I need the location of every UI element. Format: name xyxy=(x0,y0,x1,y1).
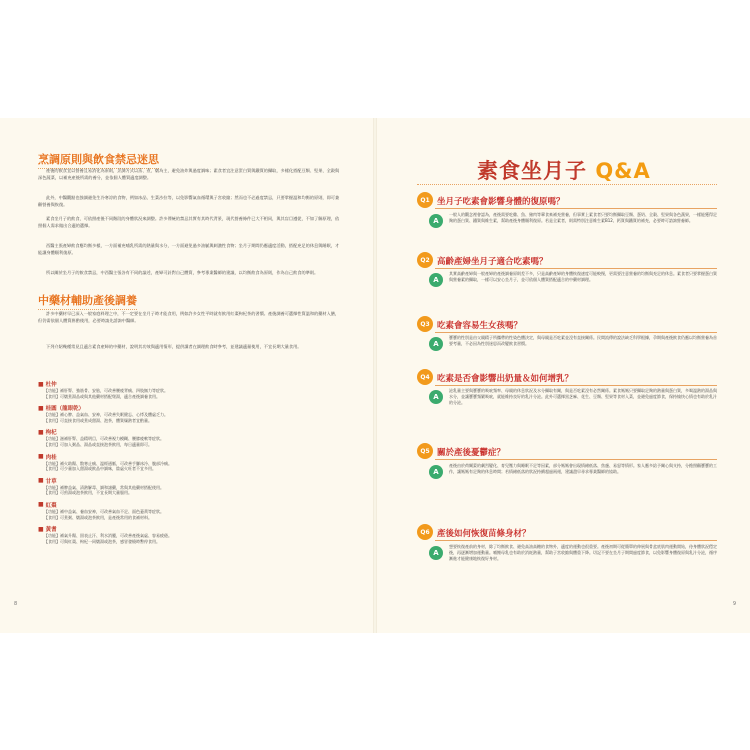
question-4 xyxy=(420,371,717,384)
divider xyxy=(435,540,717,541)
q-badge: Q3 xyxy=(417,316,433,332)
a-badge: A xyxy=(429,337,443,351)
question-1 xyxy=(420,194,717,207)
q-badge: Q5 xyxy=(417,443,433,459)
bullet-icon: ■ xyxy=(38,428,44,436)
question-5 xyxy=(420,445,717,458)
a-badge: A xyxy=(429,465,443,479)
qa-title xyxy=(477,155,651,185)
paragraph: 下列介紹幾種常見且適合素食產婦的中藥材，說明其功效與適用情形，提供讀者在調理飲食時參考，並建議適量使用，不宜長期大量食用。 xyxy=(46,344,302,349)
answer-text: 產後由於荷爾蒙的劇烈變化、育兒壓力與睡眠不足等因素，部分媽媽會出現情緒低落、焦慮、易怒等情形。家人應多給予關心與支持，分擔照顧寶寶的工作，讓媽媽有足夠的休息時間；若情緒低落的狀況持續超過兩週，建議盡早尋求專業醫師的協助。 xyxy=(449,463,717,475)
page-number: 9 xyxy=(732,601,736,607)
q-badge: Q2 xyxy=(417,252,433,268)
herb-name: 杜仲 xyxy=(45,382,57,388)
q-badge: Q4 xyxy=(417,369,433,385)
divider xyxy=(417,184,717,185)
herb-usage: 【食用】可煮粥、燉湯或泡茶飲用，是產後常用的食補材料。 xyxy=(44,514,152,520)
right-page xyxy=(377,118,750,633)
herb-function: 【功能】補肝腎、強筋骨、安胎，可改善腰痠背痛、四肢無力等症狀。 xyxy=(44,388,168,393)
page-number: 8 xyxy=(14,601,18,607)
divider xyxy=(435,332,717,333)
paragraph: 西醫主張產婦飲食應均衡多樣，一方面補充哺乳所需的熱量與水分，一方面避免過多油膩與刺激性食物；坐月子期間仍應適度活動，搭配充足的休息與睡眠，才能讓身體順利復原。 xyxy=(38,243,340,255)
herb-function: 【功能】補中益氣、養血安神，可改善氣血不足、面色萎黃等症狀。 xyxy=(44,508,164,514)
bullet-icon: ■ xyxy=(38,477,44,485)
paragraph: 所以關於坐月子的飲食禁忌，中西醫主張各有不同的論述，產婦可針對自己體質，參考專業醫師的建議，以均衡飲食為原則，作為自己飲食的準則。 xyxy=(46,270,319,275)
herb-usage: 【食用】可少量加入甜湯或飲品中調味，陰虛火旺者不宜多用。 xyxy=(44,466,156,472)
herb-name: 紅棗 xyxy=(45,502,57,509)
question-text: 吃素會容易生女孩嗎？ xyxy=(437,321,523,331)
question-2 xyxy=(420,254,717,267)
herb-name: 甘草 xyxy=(45,478,57,485)
a-badge: A xyxy=(429,273,443,287)
divider xyxy=(435,208,717,209)
divider xyxy=(435,385,717,386)
answer-text: 泌乳量主要與寶寶的吸吮頻率、母親的休息狀況及水分攝取有關，與是否吃素沒有必然關係。素食媽媽只要攝取足夠的熱量與蛋白質，多喝溫熱的湯品與水分，並讓寶寶頻繁吸吮，就能維持良好的乳汁分泌。此外可選擇黑芝麻、花生、豆類、堅果等食材入菜，並避免過度節食，保持愉快心情也有助於乳汁的分泌。 xyxy=(449,388,717,406)
paragraph: 許多中藥材早已深入一般家庭料理之中，不一定要在坐月子時才能食用，例如許多女性平時就有飲用紅棗枸杞茶的習慣。產後調養可選擇性質溫和的藥材入膳，但仍需依個人體質斟酌使用，必要時請先諮詢中醫師。 xyxy=(38,311,340,323)
bullet-icon: ■ xyxy=(38,404,44,412)
herb-usage: 【食用】可加入粥品、湯品或直接泡茶飲用，每日適量即可。 xyxy=(44,441,152,447)
question-text: 坐月子吃素會影響身體的復原嗎？ xyxy=(437,197,565,207)
herb-function: 【功能】補心脾、益氣血、安神，可改善失眠健忘、心悸及體虛乏力。 xyxy=(44,412,168,418)
paragraph: 產後的飲食宜以營養且易消化為原則，烹調方式以蒸、煮、燉為主，避免油炸與過度調味；素食者宜注意蛋白質與鐵質的攝取，多樣化搭配豆類、堅果、全穀與深色蔬菜，以補充產後所需的養分，並依個人體質適度調整。 xyxy=(38,168,340,180)
answer-text: 一般人的觀念裡會認為，產後需要吃雞、魚、豬肉等葷食來補充營養，但事實上素食者只要均衡攝取豆類、蛋奶、全穀、堅果與各色蔬果，一樣能獲得足夠的蛋白質、鐵質與維生素，幫助產後身體順利復原。若是全素者，則需特別注意維生素B12、鈣質與鐵質的補充，必要時可諮詢營養師。 xyxy=(449,212,717,224)
herb-name: 枸杞 xyxy=(45,430,57,437)
qa-title-zh: 素食坐月子 xyxy=(477,159,587,183)
paragraph: 素食坐月子的飲食，可依照產後不同階段的身體狀況來調整。許多傳統的禁忌其實有其時代背景，現代營養條件已大不相同，與其盲目遵從，不如了解原理，依照個人需求做出合適的選擇。 xyxy=(38,216,340,228)
bullet-icon: ■ xyxy=(38,501,44,509)
bullet-icon: ■ xyxy=(38,380,44,388)
question-text: 吃素是否會影響出奶量＆如何增乳？ xyxy=(437,374,574,384)
herb-item xyxy=(38,501,338,520)
section-title-herbs: 中藥材輔助產後調養 xyxy=(38,292,137,310)
herb-item xyxy=(38,525,338,544)
herb-function: 【功能】補火助陽、散寒止痛、溫經通脈，可改善手腳冰冷、腹部冷痛。 xyxy=(44,460,172,466)
herb-list xyxy=(38,380,338,549)
question-3 xyxy=(420,318,717,331)
divider xyxy=(435,459,717,460)
bullet-icon: ■ xyxy=(38,525,44,533)
herb-name: 桂圓（龍眼乾） xyxy=(45,406,85,413)
a-badge: A xyxy=(429,390,443,404)
a-badge: A xyxy=(429,546,443,560)
herb-function: 【功能】滋補肝腎、益精明目，可改善視力模糊、腰膝痠軟等症狀。 xyxy=(44,436,164,442)
section-title-cooking-principles: 烹調原則與飲食禁忌迷思 xyxy=(38,151,159,169)
herb-item xyxy=(38,380,338,399)
left-page xyxy=(0,118,373,633)
answer-text: 其實高齡產婦與一般產婦的產後調養原則差不多，只是高齡產婦的身體恢復速度可能較慢，更需要注意營養的均衡與充足的休息。素食者只要掌握蛋白質與營養素的攝取，一樣可以安心坐月子，並可依個人體質搭配適合的中藥材調理。 xyxy=(449,271,717,283)
herb-name: 黃耆 xyxy=(45,527,57,534)
answer-text: 寶寶的性別是由父親精子所攜帶的性染色體決定，與母親是否吃素並沒有直接關係。民間流傳的說法缺乏科學根據，孕期與產後飲食仍應以均衡營養為首要考量，不必因為性別迷思而改變飲食習慣。 xyxy=(449,335,717,347)
herb-item xyxy=(38,428,338,447)
herb-item xyxy=(38,453,338,472)
question-6 xyxy=(420,526,717,539)
paragraph: 此外，中醫觀點也強調避免生冷寒涼的食物，例如冰品、生菜沙拉等，以免影響氣血循環與子宮收縮；然而也不必過度禁忌，只要掌握溫和均衡的原則，即可兼顧營養與恢復。 xyxy=(38,195,340,207)
herb-item xyxy=(38,477,338,496)
herb-usage: 【食用】可直接食用或煮成甜湯、泡茶，體質燥熱者宜酌量。 xyxy=(44,417,152,423)
question-text: 關於產後憂鬱症？ xyxy=(437,448,506,458)
book-spread xyxy=(0,118,750,633)
qa-title-en: Q&A xyxy=(595,159,651,183)
question-text: 高齡產婦坐月子適合吃素嗎？ xyxy=(437,257,548,267)
q-badge: Q6 xyxy=(417,524,433,540)
a-badge: A xyxy=(429,214,443,228)
answer-text: 想要恢復產前的身材，除了均衡飲食、避免高油高糖的食物外，適度的運動也很重要。產後初期可從簡單的伸展與骨盆底肌肉運動開始，待身體狀況穩定後，再逐漸增加運動量。哺餵母乳也有助於消耗熱量，幫助子宮收縮與體重下降。切記不要在坐月子期間過度節食，以免影響身體復原與乳汁分泌，循序漸進才能健康地恢復好身材。 xyxy=(449,544,717,562)
herb-item xyxy=(38,404,338,423)
herb-usage: 【食用】可燉煮湯品或與其他藥材搭配煲湯，適合產後調養食用。 xyxy=(44,393,160,399)
herb-name: 肉桂 xyxy=(45,454,57,461)
q-badge: Q1 xyxy=(417,192,433,208)
divider xyxy=(435,268,717,269)
herb-function: 【功能】補脾益氣、清熱解毒、調和諸藥，常與其他藥材搭配使用。 xyxy=(44,484,164,490)
bullet-icon: ■ xyxy=(38,453,44,461)
herb-function: 【功能】補氣升陽、固表止汗、利水消腫，可改善產後氣虛、容易疲倦。 xyxy=(44,533,172,539)
herb-usage: 【食用】可煎湯或泡茶飲用，不宜長期大量服用。 xyxy=(44,490,132,496)
herb-usage: 【食用】可與紅棗、枸杞一同燉湯或泡茶，感冒發燒時暫停食用。 xyxy=(44,538,160,544)
question-text: 產後如何恢復苗條身材？ xyxy=(437,529,531,539)
